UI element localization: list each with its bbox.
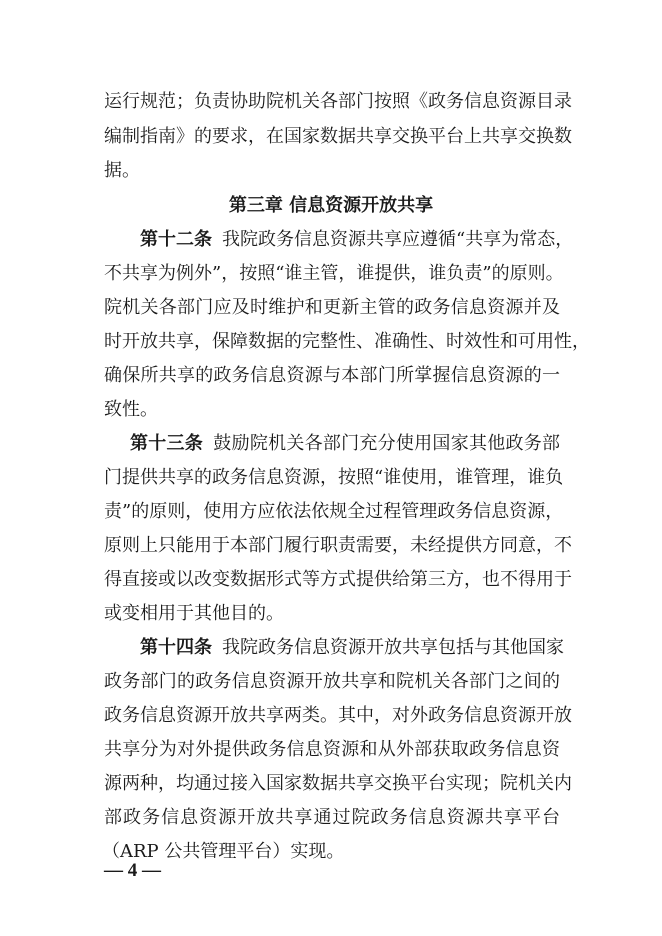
art12-title: 第十二条 xyxy=(140,229,212,250)
art12-line-3: 院机关各部门应及时维护和更新主管的政务信息资源并及 xyxy=(104,297,560,318)
art12-line-2: 不共享为例外”，按照“谁主管，谁提供，谁负责”的原则。 xyxy=(104,263,564,284)
art13-line-5: 得直接或以改变数据形式等方式提供给第三方，也不得用于 xyxy=(104,569,572,590)
art13-title: 第十三条 xyxy=(130,433,204,454)
art12-line-5: 确保所共享的政务信息资源与本部门所掌握信息资源的一 xyxy=(104,365,560,386)
art14-line-4: 共享分为对外提供政务信息资源和从外部获取政务信息资 xyxy=(104,739,560,760)
art14-line-7: （ARP 公共管理平台）实现。 xyxy=(102,841,345,862)
art14-title: 第十四条 xyxy=(140,637,212,658)
art13-line-4: 原则上只能用于本部门履行职责需要，未经提供方同意，不 xyxy=(104,535,572,556)
art14-line-3: 政务信息资源开放共享两类。其中，对外政务信息资源开放 xyxy=(104,705,572,726)
para0-line-1: 运行规范；负责协助院机关各部门按照《政务信息资源目录 xyxy=(104,91,572,112)
art14-first-line-text: 我院政务信息资源开放共享包括与其他国家 xyxy=(222,637,564,658)
art13-first-line-text: 鼓励院机关各部门充分使用国家其他政务部 xyxy=(213,433,561,454)
art13-line-2: 门提供共享的政务信息资源，按照“谁使用，谁管理，谁负 xyxy=(104,467,564,488)
art12-line-4: 时开放共享，保障数据的完整性、准确性、时效性和可用性， xyxy=(104,331,590,352)
art14-line-2: 政务部门的政务信息资源开放共享和院机关各部门之间的 xyxy=(104,671,560,692)
art13-line-3: 责”的原则，使用方应依法依规全过程管理政务信息资源， xyxy=(104,501,564,522)
art12-line-1 xyxy=(140,229,574,251)
art14-line-6: 部政务信息资源开放共享通过院政务信息资源共享平台 xyxy=(104,807,560,828)
art13-line-1 xyxy=(130,433,560,455)
art12-first-line-text: 我院政务信息资源共享应遵循“共享为常态， xyxy=(222,229,574,250)
para0-line-2: 编制指南》的要求，在国家数据共享交换平台上共享交换数 xyxy=(104,126,572,147)
art13-line-6: 或变相用于其他目的。 xyxy=(104,603,284,624)
chapter-title: 第三章 信息资源开放共享 xyxy=(228,195,434,216)
art14-line-1 xyxy=(140,637,564,659)
para0-line-3: 据。 xyxy=(104,160,140,181)
art14-line-5: 源两种，均通过接入国家数据共享交换平台实现；院机关内 xyxy=(104,773,572,794)
page-number: — 4 — xyxy=(104,860,161,881)
art12-line-6: 致性。 xyxy=(104,399,158,420)
